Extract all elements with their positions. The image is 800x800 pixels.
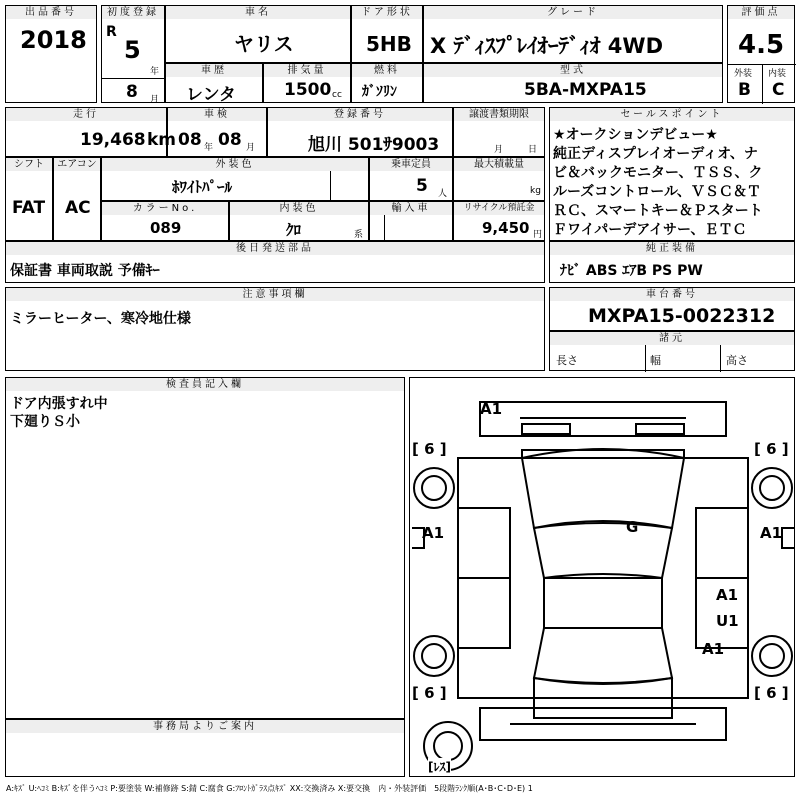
aircon-cell [53,157,101,241]
inspector-label: 検査員記入欄 [6,378,404,391]
recycle-cell [453,201,545,241]
damage-left-side: A1 [422,524,445,542]
recycle-fee: 9,450 [482,219,530,237]
inspector-text [10,395,108,431]
inspection-year-unit: 年 [204,143,214,153]
wheel-rear-right [752,636,792,676]
equipment-cell [549,241,795,283]
transfer-cell [453,107,545,157]
shift-label: シフト [6,158,52,171]
car-diagram-svg [410,378,796,778]
roof [544,578,662,628]
first-registration-month: 8 [126,82,138,102]
history: レンタ [186,85,236,105]
equipment: ﾅﾋﾞ ABS ｴｱB PS PW [560,263,703,279]
chassis-number: MXPA15-0022312 [588,305,776,327]
dent-right-rear-door: U1 [716,612,739,630]
spare-tire-hub [434,732,462,760]
recycle-label: リサイクル預託金 [454,202,544,215]
interior-color-label: 内装色 [230,202,368,215]
mirror-right [782,528,794,548]
max-load-cell [453,157,545,201]
tire-rear-right-score: [ 6 ] [754,684,789,702]
dimensions-label: 諸元 [550,332,794,345]
registration-cell [267,107,453,157]
exterior-score: B [738,80,751,100]
era-mark: R [106,24,117,40]
transfer-month-unit: 月 [494,145,504,155]
tire-rear-left-score: [ 6 ] [412,684,447,702]
office-label: 事務局よりご案内 [6,720,404,733]
inspection-label: 車検 [168,108,266,121]
inspection-month-unit: 月 [246,143,256,153]
damage-right-side: A1 [760,524,783,542]
sales-line: 純正ディスプレイオーディオ、ナ [553,146,758,162]
door-label: ドア形状 [352,6,422,19]
overall-score: 4.5 [738,30,785,60]
model-cell [423,63,723,103]
inspector-cell [5,377,405,719]
left-front-door [458,508,510,578]
later-items-label: 後日発送部品 [6,242,544,255]
sales-line: ルーズコントロール、ＶＳＣ＆Ｔ [553,184,761,200]
windshield [534,521,672,578]
car-name: ヤリス [234,32,294,56]
height-label: 高さ [726,354,748,367]
mileage-unit: km [147,130,177,150]
mileage-cell [5,107,177,157]
car-name-cell [165,5,351,63]
wheel-rear-left [414,636,454,676]
spare-tire-status: [ﾚｽ] [428,760,451,774]
capacity-unit: 人 [438,189,448,199]
notes-cell [5,287,545,371]
chassis-label: 車台番号 [550,288,794,301]
door-type: 5HB [366,32,412,56]
year-unit: 年 [150,67,160,77]
month-unit: 月 [150,95,160,105]
history-cell [165,63,263,103]
exterior-label: 外装 [734,69,753,79]
exterior-color-label: 外装色 [102,158,368,171]
displacement: 1500 [284,80,332,100]
inspector-line: ドア内張すれ中 [10,396,108,412]
damage-right-rear-fender: A1 [702,640,725,658]
hood [522,449,684,528]
notes: ミラーヒーター、寒冷地仕様 [10,311,191,327]
first-registration-cell [101,5,165,103]
wheel-front-left [414,468,454,508]
import-cell [369,201,453,241]
inspection-month: 08 [218,130,242,150]
capacity: 5 [416,176,428,196]
max-load-label: 最大積載量 [454,158,544,171]
chassis-cell [549,287,795,331]
dimensions-cell [549,331,795,371]
headlight-left [522,424,570,434]
fuel-label: 燃料 [352,64,422,77]
damage-front-bumper: A1 [480,400,503,418]
hub-rear-right [760,644,784,668]
transfer-day-unit: 日 [528,145,538,155]
auction-number-label: 出品番号 [6,6,96,19]
grade-cell [423,5,723,63]
registration-label: 登録番号 [268,108,452,121]
inspection-year: 08 [178,130,202,150]
max-load-unit: kg [530,186,541,196]
auction-number: 2018 [20,26,87,54]
sales-point-text [553,126,763,240]
sales-line: ビ＆バックモニター、ＴＳＳ、ク [553,165,763,181]
fuel: ｶﾞｿﾘﾝ [362,84,397,100]
equipment-label: 純正装備 [550,242,794,255]
legend: A:ｷｽﾞ U:ﾍｺﾐ B:ｷｽﾞを伴うﾍｺﾐ P:要塗装 W:補修跡 S:錆 C:腐食 G:ﾌﾛﾝﾄｶﾞﾗｽ点ｷｽﾞ XX:交換済み X:要交換 内・外装評価 5段階ﾗﾝｸ順(A･B･C･D･E) 1 [6,784,533,793]
color-number-cell [101,201,229,241]
aircon-label: エアコン [54,158,100,171]
import-label: 輸入車 [370,202,452,215]
transfer-label: 譲渡書類期限 [454,108,544,121]
inspector-line: 下廻りＳ小 [10,414,80,430]
rear-window [534,628,672,683]
recycle-unit: 円 [533,230,543,240]
notes-label: 注意事項欄 [6,288,544,301]
hub-rear-left [422,644,446,668]
model-code: 5BA-MXPA15 [524,80,647,100]
tire-front-left-score: [ 6 ] [412,440,447,458]
door-cell [351,5,423,63]
interior-color-unit: 系 [354,230,364,240]
mileage: 19,468 [80,130,146,150]
mileage-label: 走行 [6,108,166,121]
sales-point-label: セールスポイント [550,108,794,121]
tire-front-right-score: [ 6 ] [754,440,789,458]
wheel-front-right [752,468,792,508]
registration-number: 旭川 501ｻ9003 [308,135,440,155]
interior-color: ｸﾛ [286,221,302,239]
first-registration-label: 初度登録 [102,6,164,19]
length-label: 長さ [556,354,578,367]
hub-front-left [422,476,446,500]
windshield-mark: G [626,518,639,536]
sales-line: ＲＣ、スマートキー＆Ｐスタート [553,203,763,219]
displacement-label: 排気量 [264,64,350,77]
interior-score: C [772,80,785,100]
grade-label: グレード [424,6,722,19]
history-label: 車歴 [166,64,262,77]
first-registration-year: 5 [124,36,141,64]
aircon: AC [65,198,91,218]
sales-point-cell [549,107,795,241]
office-cell [5,719,405,777]
exterior-color: ﾎﾜｲﾄﾊﾟｰﾙ [172,178,233,196]
sales-line: ★オークションデビュー★ [553,127,718,143]
right-front-door [696,508,748,578]
car-name-label: 車名 [166,6,350,19]
capacity-label: 乗車定員 [370,158,452,171]
later-items: 保証書 車両取説 予備ｷｰ [10,263,160,279]
damage-right-rear-door: A1 [716,586,739,604]
color-number: 089 [150,219,182,237]
car-diagram [409,377,795,777]
width-label: 幅 [650,354,661,367]
capacity-cell [369,157,453,201]
score-label: 評価点 [728,6,794,19]
displacement-cell [263,63,351,103]
headlight-right [636,424,684,434]
fuel-cell [351,63,423,103]
interior-label: 内装 [768,69,787,79]
color-number-label: カラーNo. [102,202,228,215]
interior-color-cell [229,201,369,241]
sales-line: Ｆワイパーデアイサー、ＥＴＣ [553,222,747,238]
displacement-unit: cc [332,90,342,100]
shift: FAT [12,198,46,218]
auction-number-cell [5,5,97,103]
shift-cell [5,157,53,241]
exterior-color-cell [101,157,369,201]
later-items-cell [5,241,545,283]
grade: X ﾃﾞｨｽﾌﾟﾚｲｵｰﾃﾞｨｵ 4WD [430,34,664,58]
hub-front-right [760,476,784,500]
model-label: 型式 [424,64,722,77]
left-rear-door [458,578,510,648]
score-cell [727,5,795,103]
inspection-cell [167,107,267,157]
